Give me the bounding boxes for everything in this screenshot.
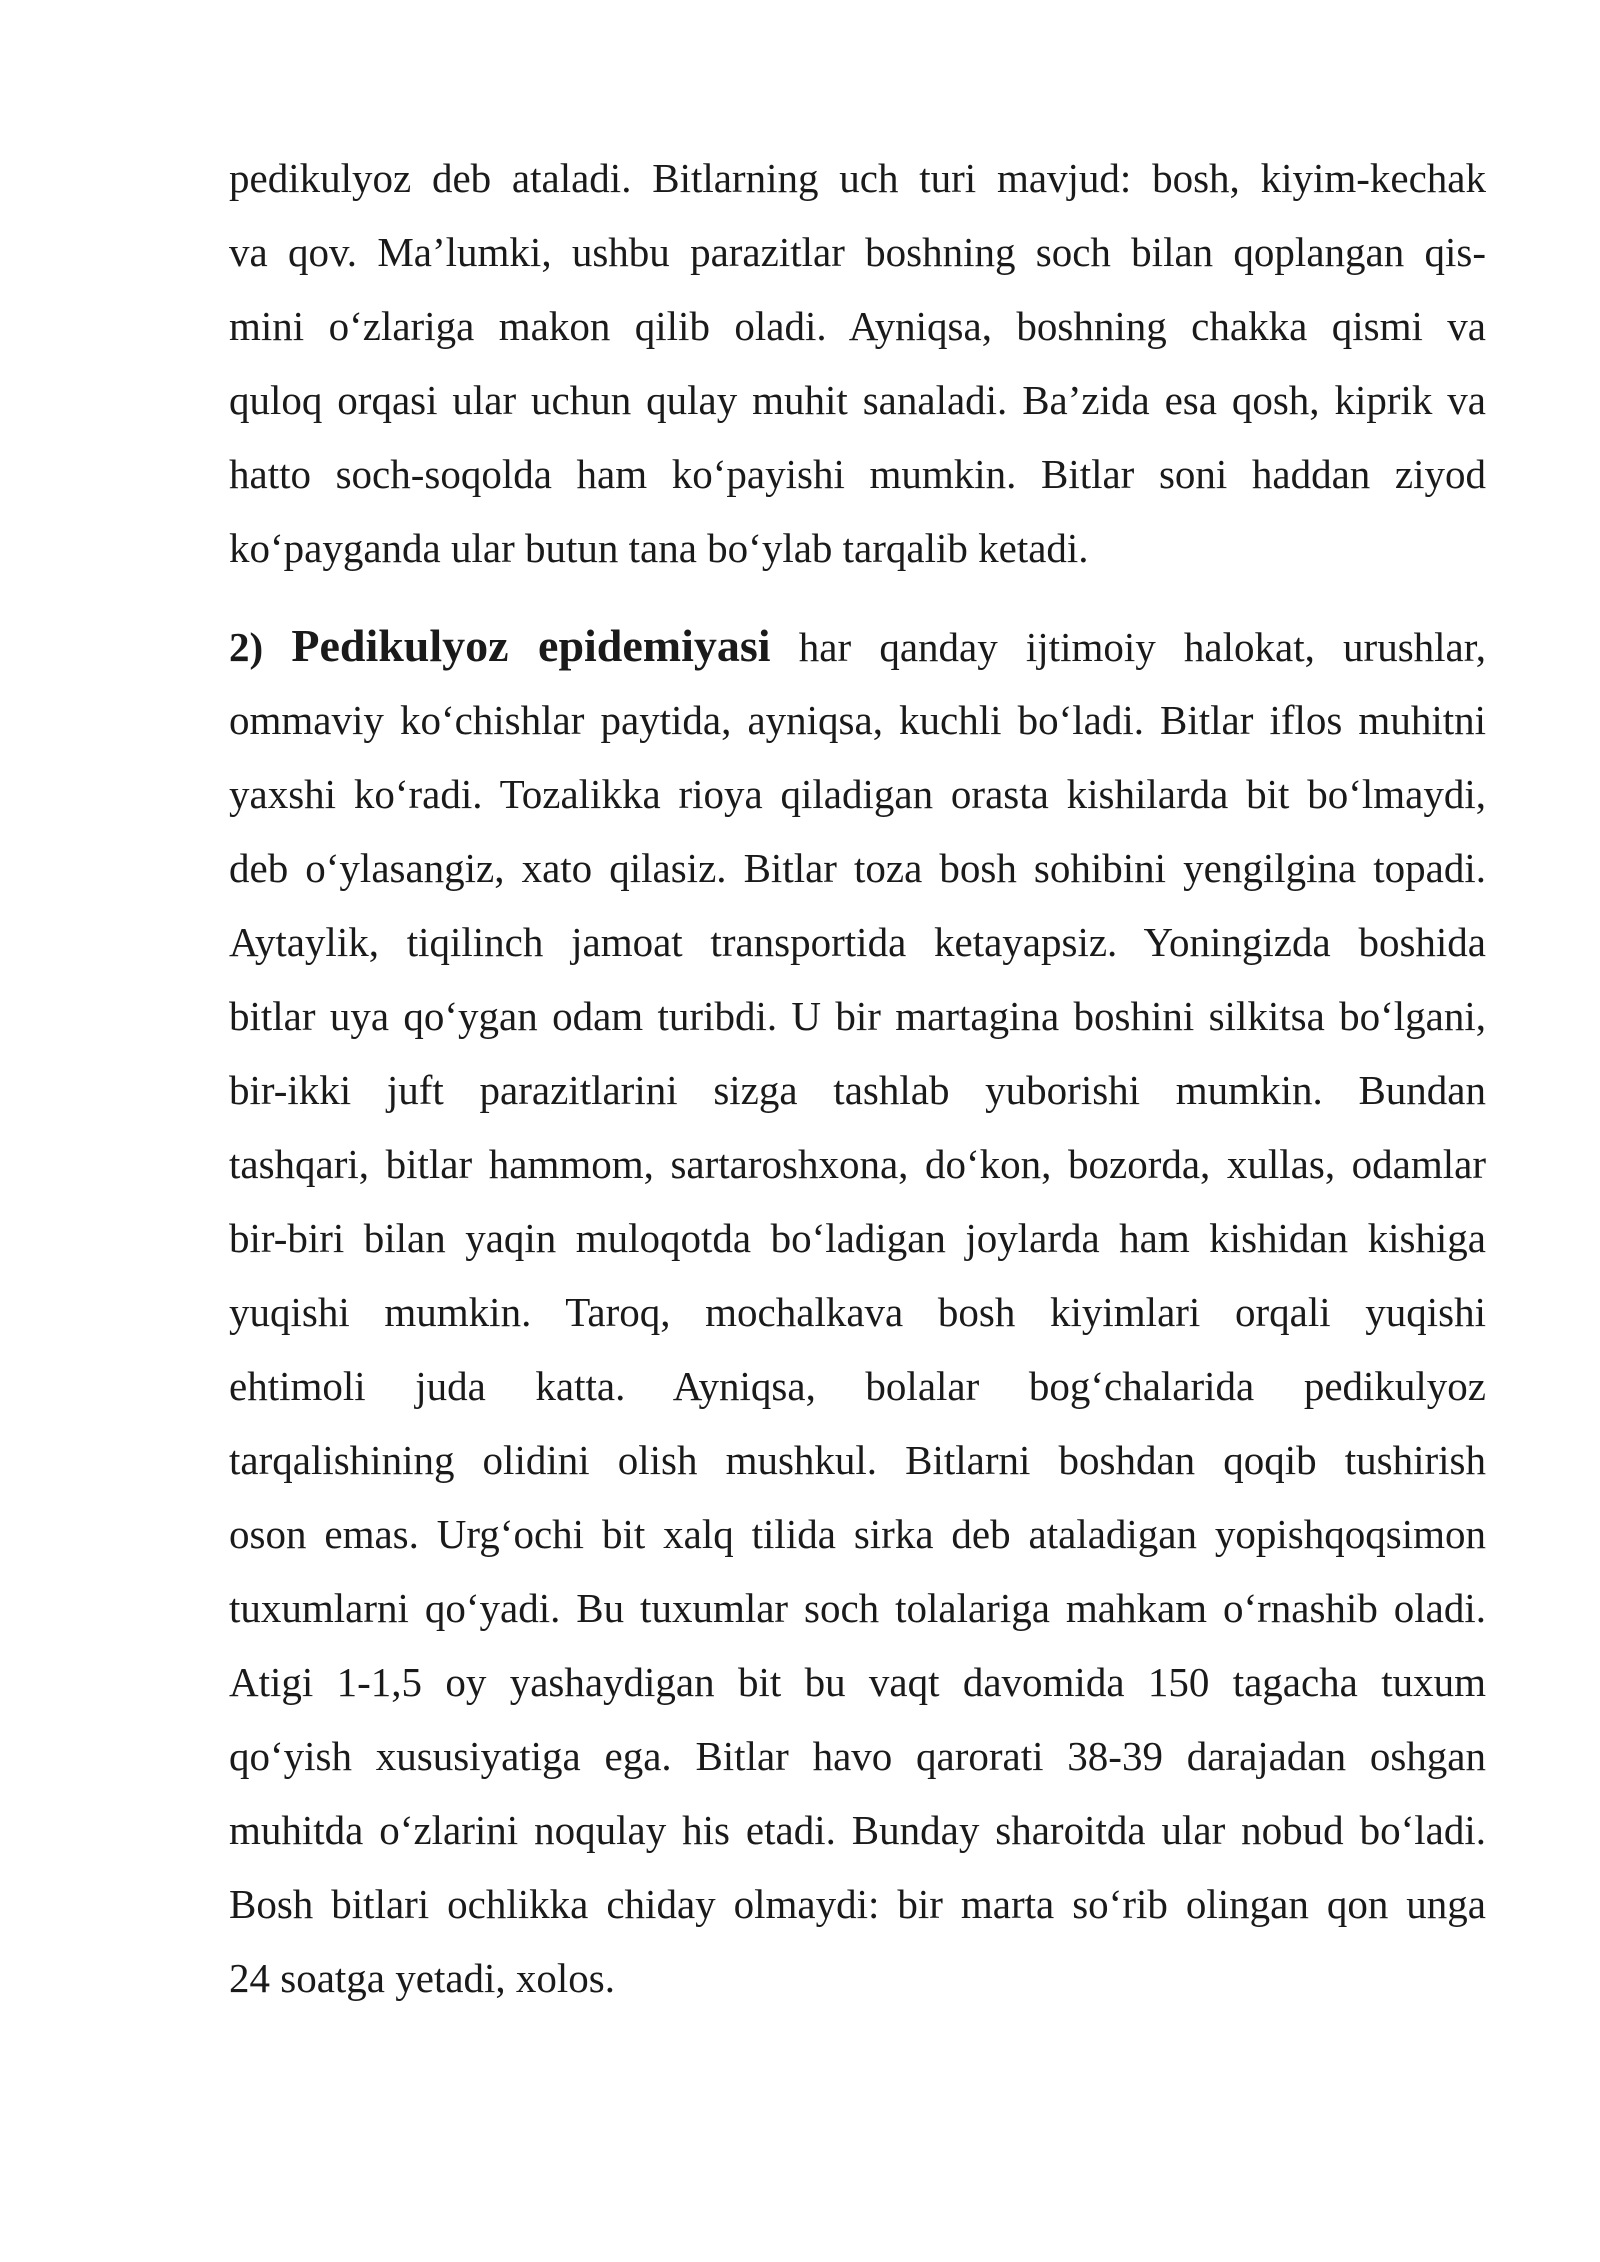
text-line: bir-ikki juft parazitlarini sizga tashlab yuborishi mumkin. Bundan [229,1067,1486,1113]
text-line: yaxshi ko‘radi. Tozalikka rioya qiladigan orasta kishilarda bit bo‘lmaydi, [229,771,1486,817]
text-line: oson emas. Urg‘ochi bit xalq tilida sirka deb ataladigan yopishqoqsimon [229,1511,1486,1557]
text-line: deb o‘ylasangiz, xato qilasiz. Bitlar toza bosh sohibini yengilgina topadi. [229,845,1486,891]
text-line: bir-biri bilan yaqin muloqotda bo‘ladigan joylarda ham kishidan kishiga [229,1215,1486,1261]
text-line: quloq orqasi ular uchun qulay muhit sanaladi. Ba’zida esa qosh, kiprik va [229,377,1486,423]
text-line: muhitda o‘zlarini noqulay his etadi. Bunday sharoitda ular nobud bo‘ladi. [229,1807,1486,1853]
text-line: har qanday ijtimoiy halokat, urushlar, [798,624,1487,670]
text-line: yuqishi mumkin. Taroq, mochalkava bosh kiyimlari orqali yuqishi [229,1289,1486,1335]
text-line: Bosh bitlari ochlikka chiday olmaydi: bir marta so‘rib olingan qon unga [229,1881,1486,1927]
text-line: mini o‘zlariga makon qilib oladi. Ayniqsa, boshning chakka qismi va [229,303,1486,349]
text-line: 24 soatga yetadi, xolos. [229,1955,616,2001]
section-number: 2) [229,624,264,670]
text-line: va qov. Ma’lumki, ushbu parazitlar boshning soch bilan qoplangan qis- [229,229,1486,275]
paragraph-2-first-line [229,616,1486,676]
text-line: hatto soch-soqolda ham ko‘payishi mumkin. Bitlar soni haddan ziyod [229,451,1486,497]
text-line: ommaviy ko‘chishlar paytida, ayniqsa, kuchli bo‘ladi. Bitlar iflos muhitni [229,697,1486,743]
text-line: pedikulyoz deb ataladi. Bitlarning uch turi mavjud: bosh, kiyim-kechak [229,155,1486,201]
text-line: tashqari, bitlar hammom, sartaroshxona, do‘kon, bozorda, xullas, odamlar [229,1141,1486,1187]
text-line: ehtimoli juda katta. Ayniqsa, bolalar bog‘chalarida pedikulyoz [229,1363,1486,1409]
text-line: ko‘payganda ular butun tana bo‘ylab tarqalib ketadi. [229,525,1089,571]
text-line: tarqalishining olidini olish mushkul. Bitlarni boshdan qoqib tushirish [229,1437,1486,1483]
text-line: Atigi 1-1,5 oy yashaydigan bit bu vaqt davomida 150 tagacha tuxum [229,1659,1486,1705]
text-line: qo‘yish xususiyatiga ega. Bitlar havo qarorati 38-39 darajadan oshgan [229,1733,1486,1779]
text-line: tuxumlarni qo‘yadi. Bu tuxumlar soch tolalariga mahkam o‘rnashib oladi. [229,1585,1486,1631]
text-line: bitlar uya qo‘ygan odam turibdi. U bir martagina boshini silkitsa bo‘lgani, [229,993,1486,1039]
text-line: Aytaylik, tiqilinch jamoat transportida ketayapsiz. Yoningizda boshida [229,919,1486,965]
section-heading: Pedikulyoz epidemiyasi [291,620,771,671]
